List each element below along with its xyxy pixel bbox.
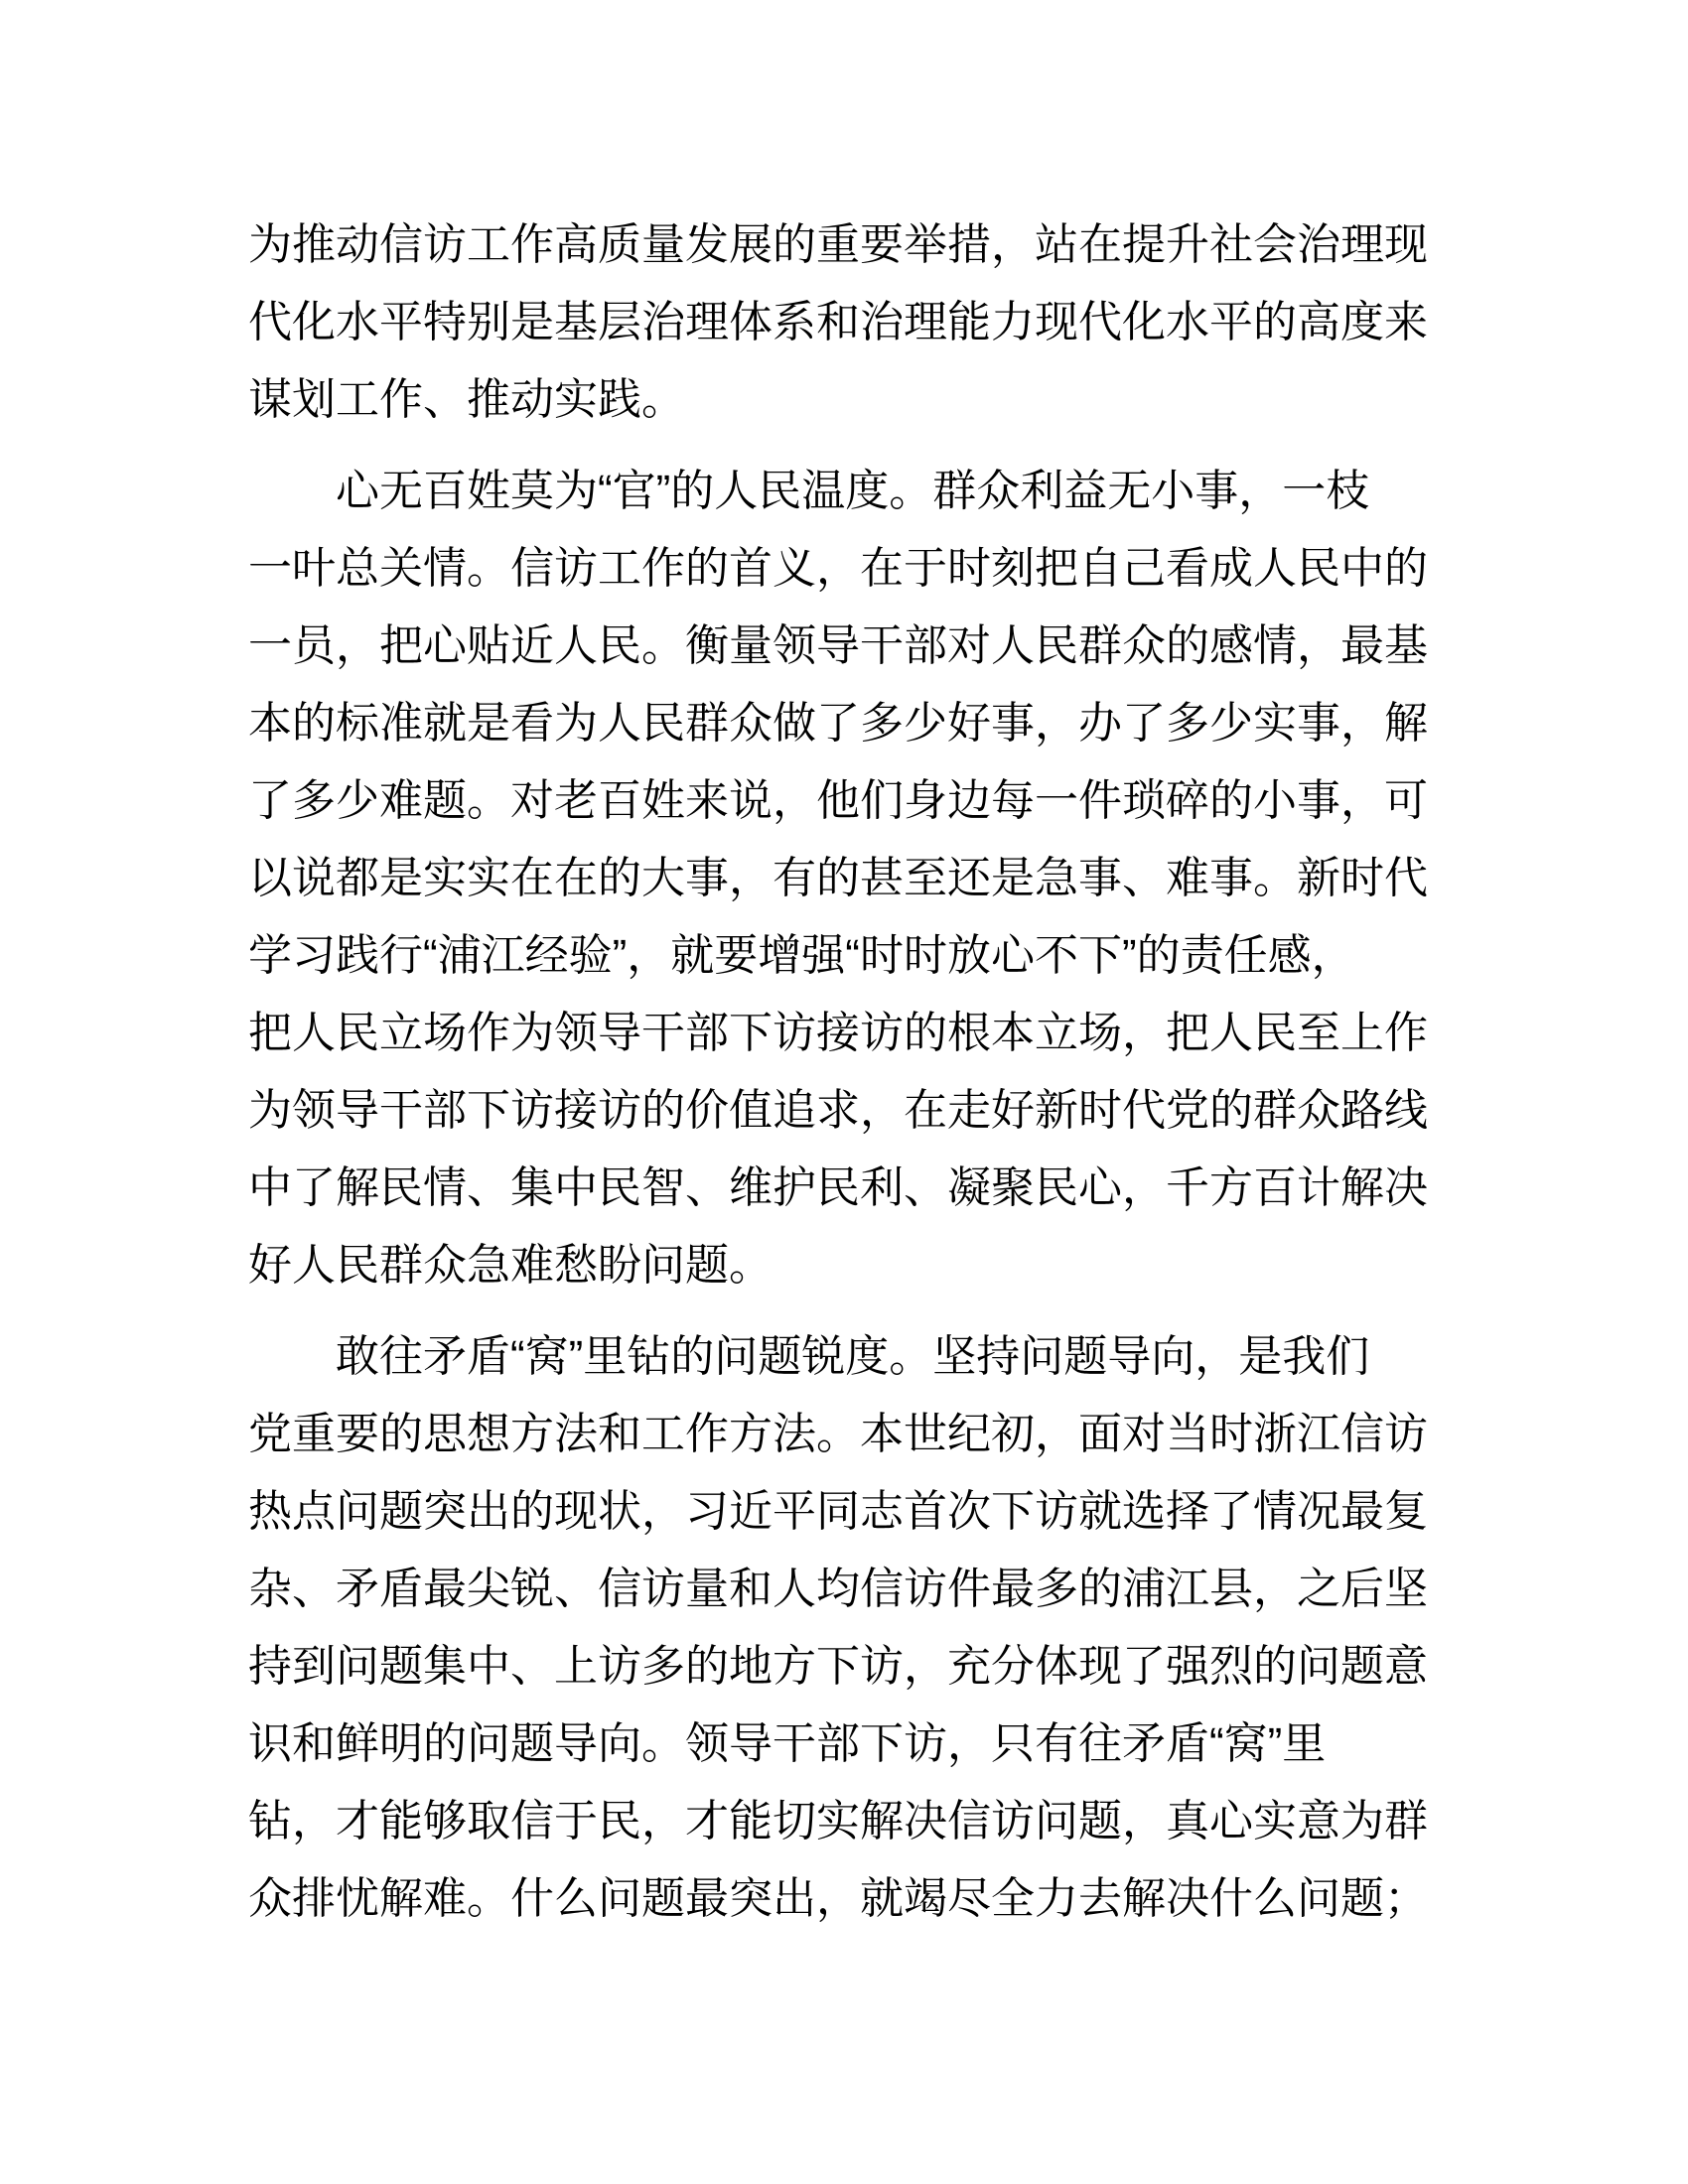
text-line: 以说都是实实在在的大事，有的甚至还是急事、难事。新时代 (248, 854, 1428, 902)
text-line: 心无百姓莫为“官”的人民温度。群众利益无小事，一枝 (336, 467, 1370, 515)
text-line: 持到问题集中、上访多的地方下访，充分体现了强烈的问题意 (248, 1642, 1428, 1691)
text-line: 众排忧解难。什么问题最突出，就竭尽全力去解决什么问题； (248, 1874, 1428, 1923)
text-line: 钻，才能够取信于民，才能切实解决信访问题，真心实意为群 (248, 1797, 1428, 1845)
text-line: 中了解民情、集中民智、维护民利、凝聚民心，千方百计解决 (248, 1163, 1428, 1212)
text-line: 一员，把心贴近人民。衡量领导干部对人民群众的感情，最基 (248, 621, 1428, 670)
text-line: 党重要的思想方法和工作方法。本世纪初，面对当时浙江信访 (248, 1410, 1428, 1458)
text-line: 把人民立场作为领导干部下访接访的根本立场，把人民至上作 (248, 1009, 1428, 1057)
text-line: 识和鲜明的问题导向。领导干部下访，只有往矛盾“窝”里 (248, 1719, 1327, 1768)
text-line: 了多少难题。对老百姓来说，他们身边每一件琐碎的小事，可 (248, 776, 1428, 825)
text-line: 为领导干部下访接访的价值追求，在走好新时代党的群众路线 (248, 1086, 1428, 1135)
text-line: 一叶总关情。信访工作的首义，在于时刻把自己看成人民中的 (248, 544, 1428, 593)
text-line: 杂、矛盾最尖锐、信访量和人均信访件最多的浦江县，之后坚 (248, 1565, 1428, 1613)
text-line: 谋划工作、推动实践。 (248, 375, 685, 424)
text-line: 本的标准就是看为人民群众做了多少好事，办了多少实事，解 (248, 699, 1428, 748)
paragraph-3 (248, 1318, 1489, 1938)
document-body (248, 206, 1489, 1952)
text-line: 敢往矛盾“窝”里钻的问题锐度。坚持问题导向，是我们 (336, 1332, 1370, 1381)
text-line: 热点问题突出的现状，习近平同志首次下访就选择了情况最复 (248, 1487, 1428, 1536)
text-line: 为推动信访工作高质量发展的重要举措，站在提升社会治理现 (248, 220, 1428, 269)
paragraph-2 (248, 453, 1489, 1304)
text-line: 代化水平特别是基层治理体系和治理能力现代化水平的高度来 (248, 298, 1428, 346)
text-line: 好人民群众急难愁盼问题。 (248, 1241, 773, 1290)
paragraph-1 (248, 206, 1489, 439)
text-line: 学习践行“浦江经验”，就要增强“时时放心不下”的责任感， (248, 931, 1355, 980)
